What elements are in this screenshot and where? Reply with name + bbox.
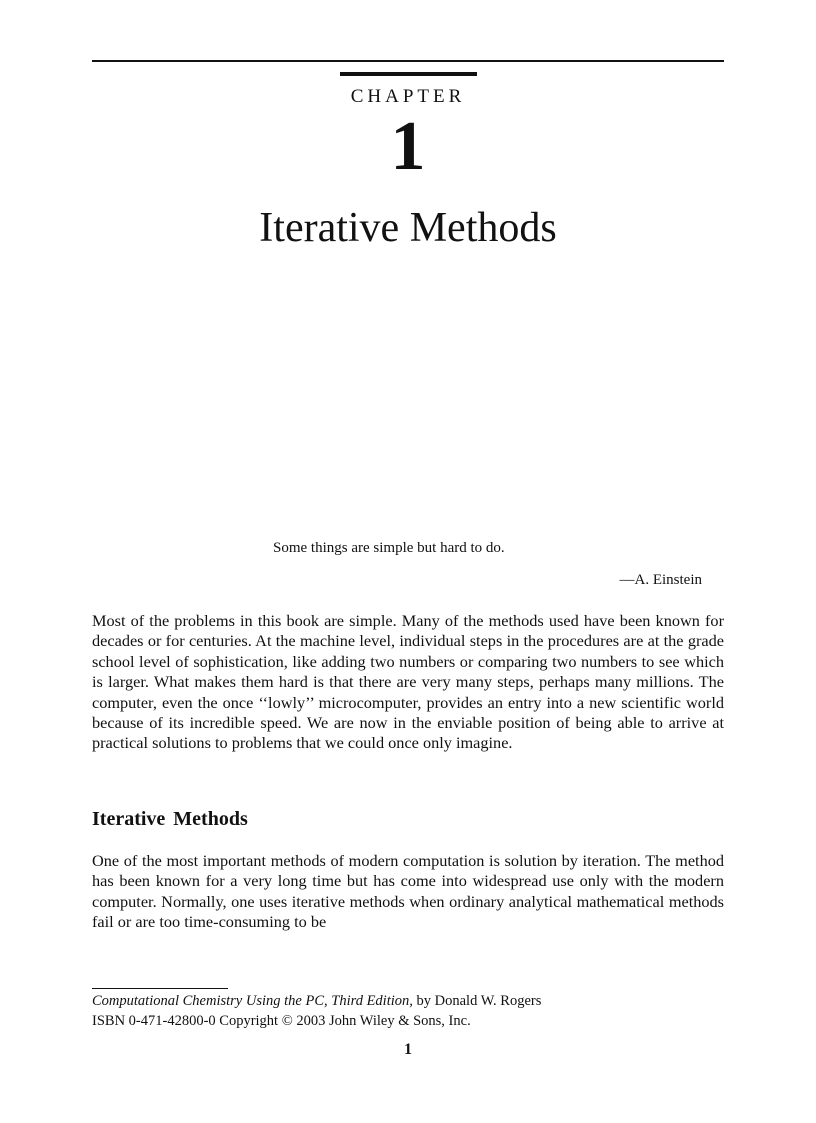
section-heading: Iterative Methods — [92, 808, 248, 830]
epigraph-quote: Some things are simple but hard to do. — [273, 540, 505, 556]
page-number: 1 — [404, 1041, 412, 1058]
chapter-number: 1 — [390, 108, 426, 185]
footnote-citation-line — [92, 991, 724, 1011]
epigraph-author: —A. Einstein — [619, 572, 702, 588]
book-author: by Donald W. Rogers — [412, 993, 542, 1009]
section-paragraph: One of the most important methods of modern computation is solution by iteration. The method has been known for a very long time but has come into widespread use only with the modern computer. Normally, one uses iterative methods when ordinary analytical mathematical methods fail or are too time-consuming to be — [92, 851, 724, 932]
chapter-label: CHAPTER — [350, 86, 466, 107]
footnote — [92, 991, 724, 1031]
intro-paragraph: Most of the problems in this book are simple. Many of the methods used have been known for decades or for centuries. At the machine level, individual steps in the procedures are at the grade school level of sophistication, like adding two numbers or comparing two numbers to see which is larger. What makes them hard is that there are very many steps, perhaps many millions. The computer, even the once ‘‘lowly’’ microcomputer, provides an entry into a new scientific world because of its incredible speed. We are now in the enviable position of being able to arrive at practical solutions to problems that we could once only imagine. — [92, 611, 724, 753]
top-rule — [92, 60, 724, 62]
footnote-rule — [92, 988, 228, 989]
book-title: Computational Chemistry Using the PC, Third Edition, — [92, 993, 413, 1009]
chapter-bar — [340, 72, 477, 76]
isbn-copyright: ISBN 0-471-42800-0 Copyright © 2003 John Wiley & Sons, Inc. — [92, 1013, 471, 1029]
chapter-title: Iterative Methods — [259, 205, 557, 251]
